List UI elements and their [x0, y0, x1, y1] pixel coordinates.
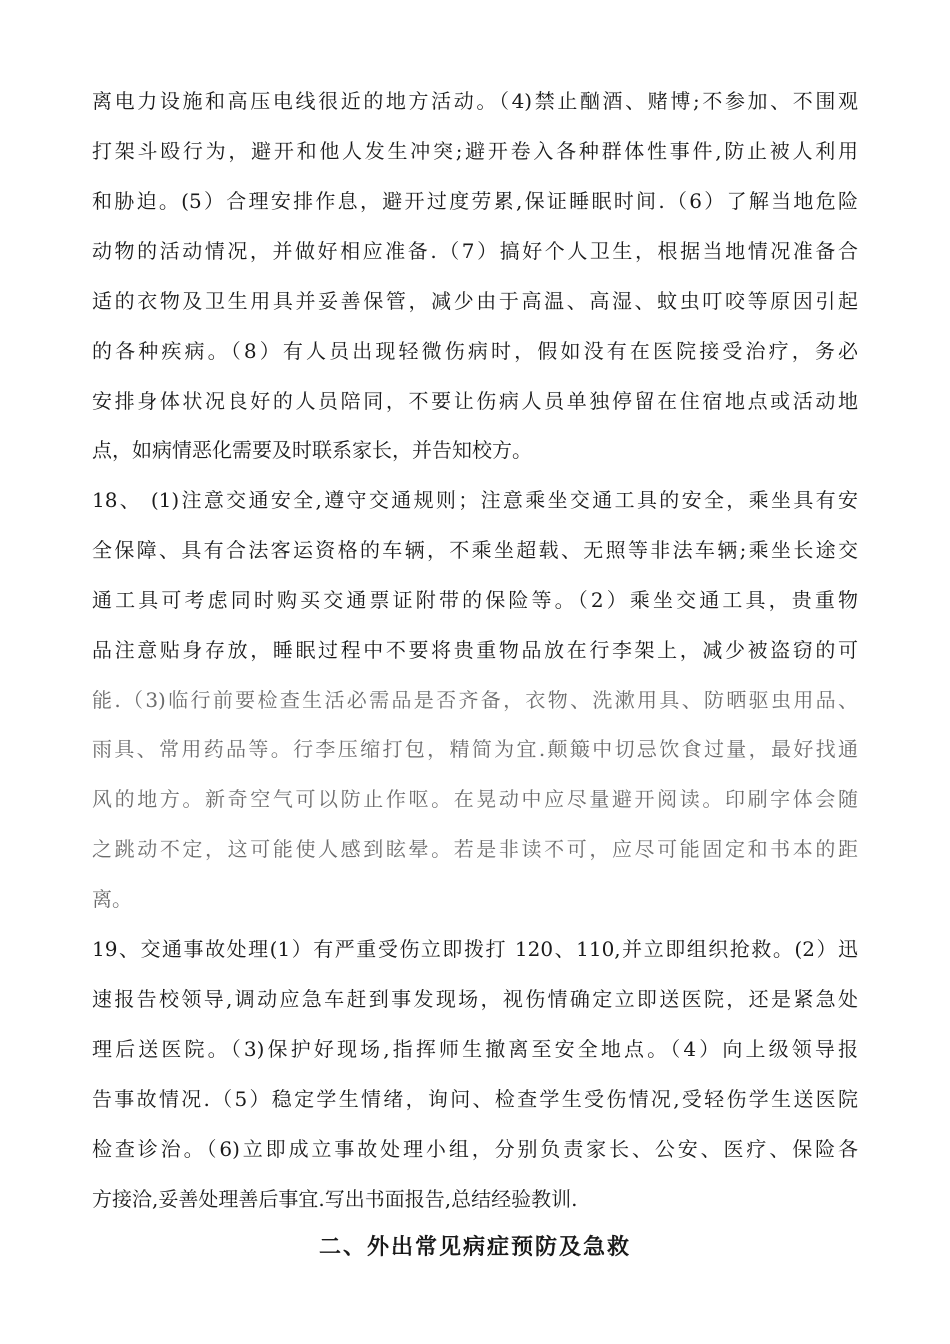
text-line: 和胁迫。(5）合理安排作息，避开过度劳累,保证睡眠时间.（6）了解当地危险 [92, 189, 858, 213]
text-line: 理后送医院。（3)保护好现场,指挥师生撤离至安全地点。（4）向上级领导报 [92, 1037, 858, 1061]
text-line: 告事故情况.（5）稳定学生情绪，询问、检查学生受伤情况,受轻伤学生送医院 [92, 1087, 858, 1111]
text-line: 安排身体状况良好的人员陪同，不要让伤病人员单独停留在住宿地点或活动地 [92, 389, 858, 413]
text-line: 离电力设施和高压电线很近的地方活动。（4)禁止酗酒、赌博;不参加、不围观 [92, 89, 858, 113]
text-line: 19、交通事故处理(1）有严重受伤立即拨打 120、110,并立即组织抢救。(2）迅 [92, 937, 858, 961]
section-heading: 二、外出常见病症预防及急救 [318, 1234, 631, 1260]
text-line: 的各种疾病。（8）有人员出现轻微伤病时，假如没有在医院接受治疗，务必 [92, 339, 858, 363]
text-line: 品注意贴身存放，睡眠过程中不要将贵重物品放在行李架上，减少被盗窃的可 [92, 638, 858, 662]
text-line: 能.（3)临行前要检查生活必需品是否齐备，衣物、洗漱用具、防晒驱虫用品、 [92, 688, 858, 712]
text-line: 全保障、具有合法客运资格的车辆，不乘坐超载、无照等非法车辆;乘坐长途交 [92, 538, 858, 562]
text-line: 动物的活动情况，并做好相应准备.（7）搞好个人卫生，根据当地情况准备合 [92, 239, 858, 263]
text-line: 打架斗殴行为，避开和他人发生冲突;避开卷入各种群体性事件,防止被人利用 [92, 139, 858, 163]
text-line: 点，如病情恶化需要及时联系家长，并告知校方。 [92, 438, 532, 462]
text-line: 之跳动不定，这可能使人感到眩晕。若是非读不可，应尽可能固定和书本的距 [92, 837, 858, 861]
text-line: 离。 [92, 887, 132, 911]
text-line: 18、 (1)注意交通安全,遵守交通规则；注意乘坐交通工具的安全，乘坐具有安 [92, 488, 858, 512]
text-line: 检查诊治。（6)立即成立事故处理小组，分别负责家长、公安、医疗、保险各 [92, 1137, 858, 1161]
text-line: 速报告校领导,调动应急车赶到事发现场，视伤情确定立即送医院，还是紧急处 [92, 987, 858, 1011]
text-line: 风的地方。新奇空气可以防止作呕。在晃动中应尽量避开阅读。印刷字体会随 [92, 787, 858, 811]
text-line: 通工具可考虑同时购买交通票证附带的保险等。（2）乘坐交通工具，贵重物 [92, 588, 858, 612]
text-line: 适的衣物及卫生用具并妥善保管，减少由于高温、高湿、蚊虫叮咬等原因引起 [92, 289, 858, 313]
text-line: 方接洽,妥善处理善后事宜.写出书面报告,总结经验教训. [92, 1187, 578, 1211]
text-line: 雨具、常用药品等。行李压缩打包，精简为宜.颠簸中切忌饮食过量，最好找通 [92, 737, 858, 761]
